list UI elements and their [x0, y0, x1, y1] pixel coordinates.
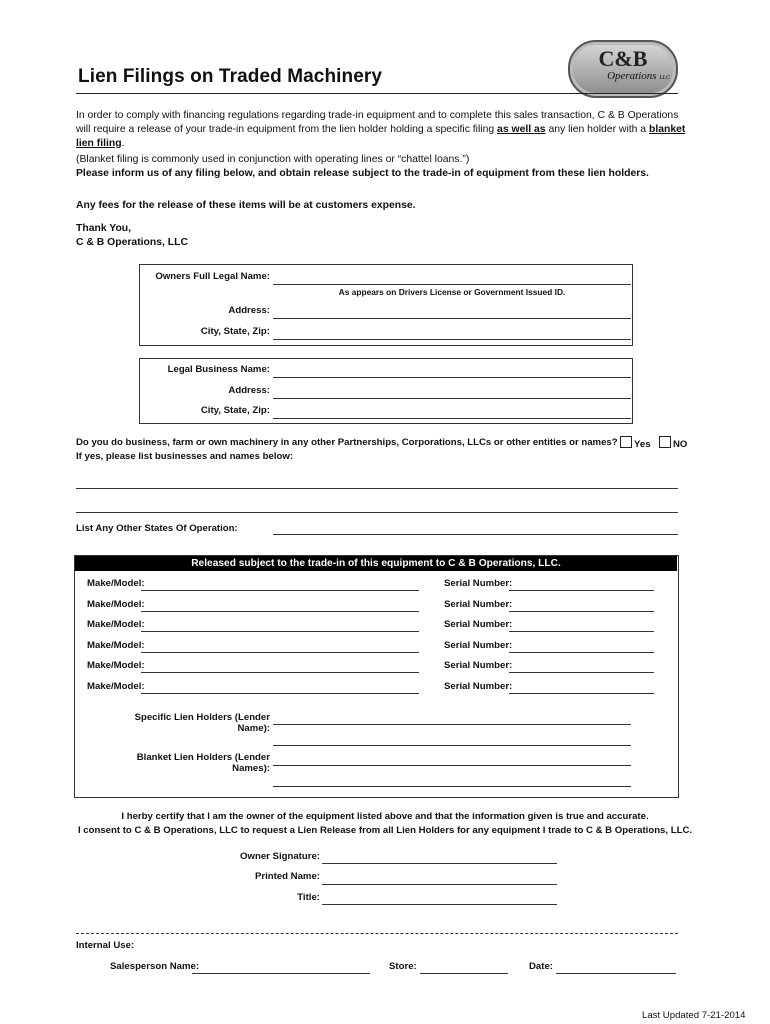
serial-number-field[interactable]: [509, 652, 654, 653]
entities-question: Do you do business, farm or own machinery in any other Partnerships, Corporations, LLCs or other entities or names?: [76, 437, 618, 448]
serial-number-field[interactable]: [509, 672, 654, 673]
owner-signature-label: Owner Signature:: [240, 851, 320, 862]
owner-csz-label: City, State, Zip:: [200, 326, 270, 337]
entities-line-2[interactable]: [76, 512, 678, 513]
owner-name-field[interactable]: [273, 284, 631, 285]
make-model-label: Make/Model:: [87, 681, 145, 692]
serial-number-label: Serial Number:: [444, 598, 513, 610]
blanket-lien-field-2[interactable]: [273, 786, 631, 787]
date-label: Date:: [529, 961, 553, 972]
entities-followup: If yes, please list businesses and names below:: [76, 451, 294, 462]
certify-line-1: I herby certify that I am the owner of the equipment listed above and that the information given is true and accurate.: [121, 811, 649, 822]
certify-line-2: I consent to C & B Operations, LLC to request a Lien Release from all Lien Holders for any equipment I trade to C & B Operations, LLC.: [77, 825, 693, 836]
thanks-text: Thank You,: [76, 223, 132, 234]
yes-checkbox[interactable]: [620, 436, 632, 448]
blanket-note: (Blanket filing is commonly used in conjunction with operating lines or “chattel loans.”): [76, 154, 470, 165]
business-csz-field[interactable]: [273, 418, 631, 419]
owner-address-label: Address:: [228, 305, 270, 316]
logo-text: C&B: [598, 46, 648, 71]
equipment-header: Released subject to the trade-in of this equipment to C & B Operations, LLC.: [75, 556, 677, 571]
specific-lien-field-2[interactable]: [273, 745, 631, 746]
make-model-label: Make/Model:: [87, 639, 145, 651]
make-model-field[interactable]: [141, 611, 419, 612]
logo-subtext: Operations LLC: [607, 70, 670, 82]
other-states-label: List Any Other States Of Operation:: [76, 523, 238, 534]
inform-text: Please inform us of any filing below, and obtain release subject to the trade-in of equipment from these lien holders.: [76, 168, 649, 179]
serial-number-label: Serial Number:: [444, 578, 513, 589]
fees-text: Any fees for the release of these items will be at customers expense.: [76, 200, 416, 211]
serial-number-label: Serial Number:: [444, 660, 513, 672]
owner-name-note: As appears on Drivers License or Government Issued ID.: [338, 287, 566, 297]
salesperson-field[interactable]: [192, 973, 370, 974]
company-logo: [568, 40, 678, 98]
title-field[interactable]: [322, 904, 557, 905]
blanket-lien-field-1[interactable]: [273, 765, 631, 766]
no-checkbox[interactable]: [659, 436, 671, 448]
store-field[interactable]: [420, 973, 508, 974]
no-option[interactable]: NO: [659, 436, 687, 450]
owner-csz-field[interactable]: [273, 339, 631, 340]
make-model-field[interactable]: [141, 652, 419, 653]
serial-number-field[interactable]: [509, 611, 654, 612]
intro-paragraph: In order to comply with financing regulations regarding trade-in equipment and to complete this sales transaction, C & B Operations will require a release of your trade-in equipment from the lien holder holding a specific filing as well as any lien holder with a blanket lien filing.: [76, 110, 686, 149]
last-updated: Last Updated 7-21-2014: [642, 1010, 746, 1021]
title-label: Title:: [297, 892, 320, 903]
title-rule: [76, 93, 678, 94]
make-model-field[interactable]: [141, 693, 419, 694]
make-model-label: Make/Model:: [87, 578, 145, 589]
business-name-field[interactable]: [273, 377, 631, 378]
printed-name-label: Printed Name:: [254, 871, 320, 882]
serial-number-label: Serial Number:: [444, 639, 513, 651]
page-title: Lien Filings on Traded Machinery: [78, 66, 383, 87]
blanket-lien-label: Blanket Lien Holders (Lender Names):: [136, 752, 270, 774]
store-label: Store:: [389, 961, 417, 972]
business-address-label: Address:: [228, 385, 270, 396]
specific-lien-field-1[interactable]: [273, 724, 631, 725]
business-address-field[interactable]: [273, 398, 631, 399]
date-field[interactable]: [556, 973, 676, 974]
business-csz-label: City, State, Zip:: [200, 405, 270, 416]
specific-lien-label: Specific Lien Holders (Lender Name):: [134, 712, 270, 734]
make-model-label: Make/Model:: [87, 619, 145, 631]
make-model-field[interactable]: [141, 672, 419, 673]
other-states-field[interactable]: [273, 534, 678, 535]
company-name: C & B Operations, LLC: [76, 237, 188, 248]
owner-name-label: Owners Full Legal Name:: [155, 271, 270, 282]
salesperson-label: Salesperson Name:: [110, 961, 200, 972]
owner-address-field[interactable]: [273, 318, 631, 319]
make-model-label: Make/Model:: [87, 660, 145, 672]
internal-divider: [76, 933, 678, 934]
owner-signature-field[interactable]: [322, 863, 557, 864]
make-model-label: Make/Model:: [87, 598, 145, 610]
serial-number-field[interactable]: [509, 693, 654, 694]
internal-use-label: Internal Use:: [76, 940, 135, 951]
entities-line-1[interactable]: [76, 488, 678, 489]
make-model-field[interactable]: [141, 590, 419, 591]
printed-name-field[interactable]: [322, 884, 557, 885]
serial-number-field[interactable]: [509, 590, 654, 591]
serial-number-label: Serial Number:: [444, 619, 513, 631]
serial-number-label: Serial Number:: [444, 681, 513, 692]
make-model-field[interactable]: [141, 631, 419, 632]
business-name-label: Legal Business Name:: [167, 364, 270, 375]
yes-option[interactable]: Yes: [620, 436, 651, 450]
serial-number-field[interactable]: [509, 631, 654, 632]
